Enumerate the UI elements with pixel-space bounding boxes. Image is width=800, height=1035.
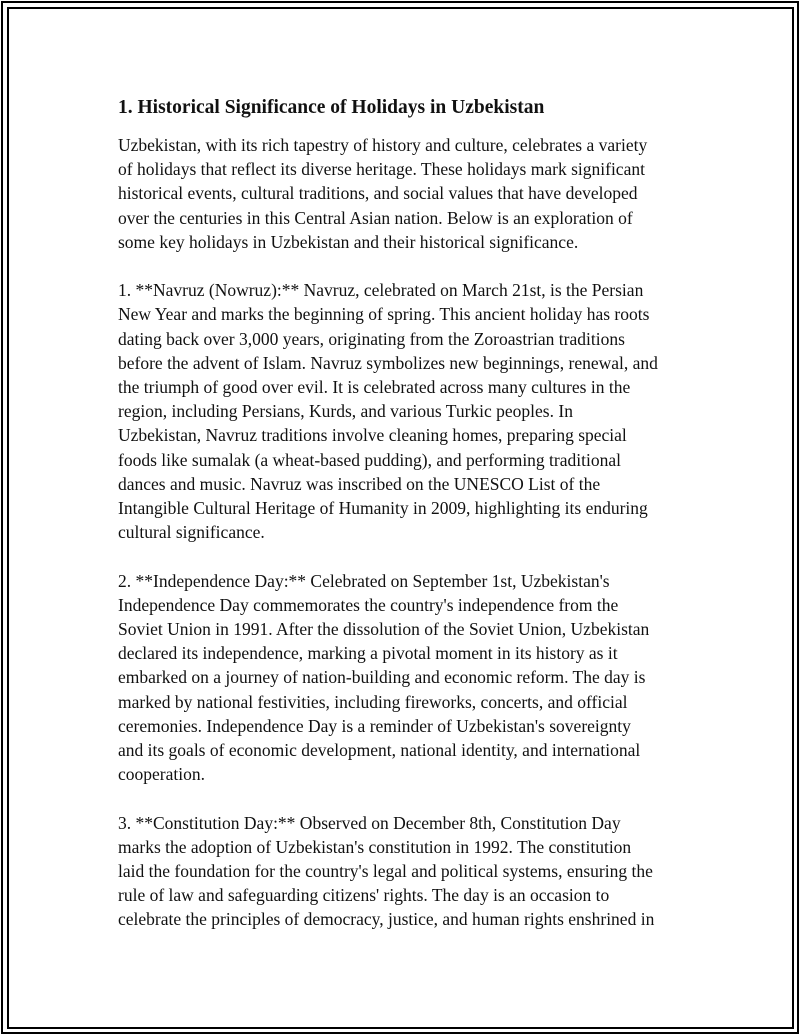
paragraph bbox=[118, 569, 690, 787]
text-line: before the advent of Islam. Navruz symbolizes new beginnings, renewal, and bbox=[118, 352, 658, 373]
text-line: Uzbekistan, with its rich tapestry of history and culture, celebrates a variety bbox=[118, 135, 648, 155]
text-line: 1. **Navruz (Nowruz):** Navruz, celebrated on March 21st, is the Persian bbox=[118, 280, 644, 301]
text-line: Independence Day commemorates the country's independence from the bbox=[118, 594, 619, 615]
text-line: historical events, cultural traditions, and social values that have developed bbox=[118, 183, 638, 204]
text-line: of holidays that reflect its diverse heritage. These holidays mark significant bbox=[118, 159, 645, 180]
paragraph-list bbox=[118, 133, 690, 932]
text-line: rule of law and safeguarding citizens' rights. The day is an occasion to bbox=[118, 885, 610, 906]
text-line: embarked on a journey of nation-building and economic reform. The day is bbox=[118, 667, 646, 688]
text-line: dating back over 3,000 years, originating from the Zoroastrian traditions bbox=[118, 328, 625, 349]
text-line: celebrate the principles of democracy, justice, and human rights enshrined in bbox=[118, 909, 655, 930]
text-line: foods like sumalak (a wheat-based pudding), and performing traditional bbox=[118, 449, 621, 470]
text-line: cultural significance. bbox=[118, 522, 265, 543]
text-line: marks the adoption of Uzbekistan's constitution in 1992. The constitution bbox=[118, 836, 632, 857]
document-body bbox=[118, 96, 690, 956]
paragraph bbox=[118, 133, 690, 254]
text-line: laid the foundation for the country's legal and political systems, ensuring the bbox=[118, 861, 653, 882]
text-line: ceremonies. Independence Day is a reminder of Uzbekistan's sovereignty bbox=[118, 715, 631, 736]
text-line: Uzbekistan, Navruz traditions involve cleaning homes, preparing special bbox=[118, 425, 627, 446]
text-line: Intangible Cultural Heritage of Humanity in 2009, highlighting its enduring bbox=[118, 498, 648, 519]
text-line: marked by national festivities, including fireworks, concerts, and official bbox=[118, 691, 628, 712]
text-line: New Year and marks the beginning of spring. This ancient holiday has roots bbox=[118, 304, 650, 325]
text-line: some key holidays in Uzbekistan and their historical significance. bbox=[118, 231, 579, 252]
text-line: dances and music. Navruz was inscribed on the UNESCO List of the bbox=[118, 473, 601, 494]
text-line: cooperation. bbox=[118, 764, 205, 785]
paragraph bbox=[118, 278, 690, 544]
text-line: over the centuries in this Central Asian nation. Below is an exploration of bbox=[118, 207, 633, 228]
paragraph bbox=[118, 811, 690, 932]
text-line: region, including Persians, Kurds, and various Turkic peoples. In bbox=[118, 401, 573, 422]
text-line: Soviet Union in 1991. After the dissolution of the Soviet Union, Uzbekistan bbox=[118, 619, 650, 640]
text-line: declared its independence, marking a pivotal moment in its history as it bbox=[118, 643, 618, 664]
text-line: and its goals of economic development, national identity, and international bbox=[118, 740, 641, 761]
text-line: 3. **Constitution Day:** Observed on December 8th, Constitution Day bbox=[118, 812, 621, 833]
text-line: the triumph of good over evil. It is celebrated across many cultures in the bbox=[118, 377, 631, 398]
section-heading: 1. Historical Significance of Holidays in Uzbekistan bbox=[118, 97, 545, 118]
text-line: 2. **Independence Day:** Celebrated on September 1st, Uzbekistan's bbox=[118, 570, 610, 591]
